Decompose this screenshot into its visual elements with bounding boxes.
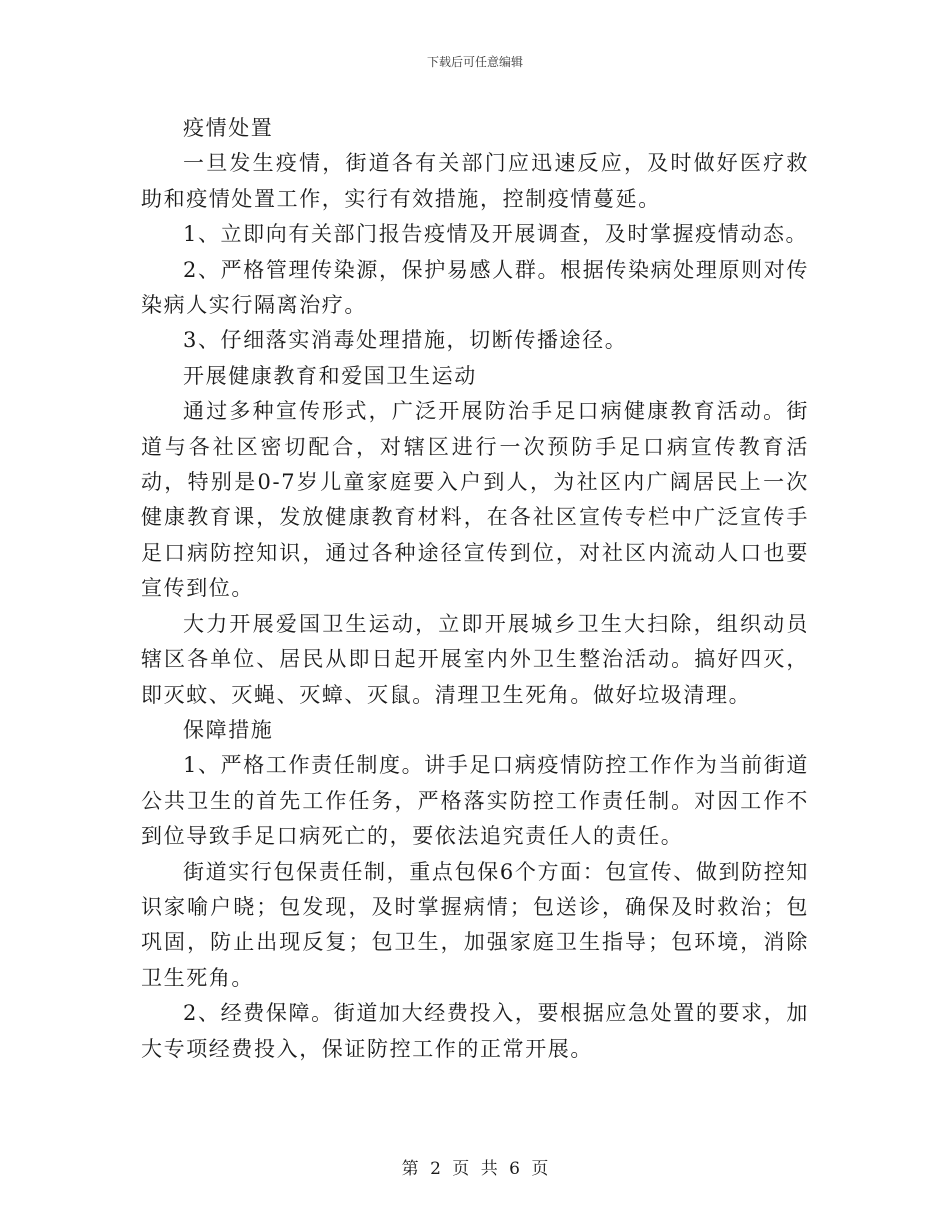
section-heading-health-education: 开展健康教育和爱国卫生运动 [183,363,477,388]
section-heading-safeguards: 保障措施 [183,717,274,742]
paragraph: 3、仔细落实消毒处理措施，切断传播途径。 [183,328,628,353]
paragraph: 通过多种宣传形式，广泛开展防治手足口病健康教育活动。街道与各社区密切配合，对辖区进行一次预防手足口病宣传教育活动，特别是0-7岁儿童家庭要入户到人，为社区内广阔居民上一次健康教育课，发放健康教育材料，在各社区宣传专栏中广泛宣传手足口病防控知识，通过各种途径宣传到位，对社区内流动人口也要宣传到位。 [141,399,809,601]
document-body [141,111,809,1067]
paragraph: 1、严格工作责任制度。讲手足口病疫情防控工作作为当前街道公共卫生的首先工作任务，严格落实防控工作责任制。对因工作不到位导致手足口病死亡的，要依法追究责任人的责任。 [141,753,809,849]
paragraph: 1、立即向有关部门报告疫情及开展调查，及时掌握疫情动态。 [183,222,809,247]
page-number: 第 2 页 共 6 页 [401,1159,549,1179]
paragraph: 2、经费保障。街道加大经费投入，要根据应急处置的要求，加大专项经费投入，保证防控工作的正常开展。 [141,1001,809,1061]
paragraph: 一旦发生疫情，街道各有关部门应迅速反应，及时做好医疗救助和疫情处置工作，实行有效措施，控制疫情蔓延。 [141,151,809,211]
paragraph: 2、严格管理传染源，保护易感人群。根据传染病处理原则对传染病人实行隔离治疗。 [141,257,809,318]
page-header-note: 下载后可任意编辑 [426,55,523,69]
paragraph: 街道实行包保责任制，重点包保6个方面：包宣传、做到防控知识家喻户晓；包发现，及时掌握病情；包送诊，确保及时救治；包巩固，防止出现反复；包卫生，加强家庭卫生指导；包环境，消除卫生死角。 [141,859,809,990]
section-heading-outbreak-handling: 疫情处置 [183,116,274,140]
paragraph: 大力开展爱国卫生运动，立即开展城乡卫生大扫除，组织动员辖区各单位、居民从即日起开展室内外卫生整治活动。搞好四灭，即灭蚊、灭蝇、灭蟑、灭鼠。清理卫生死角。做好垃圾清理。 [141,611,809,707]
